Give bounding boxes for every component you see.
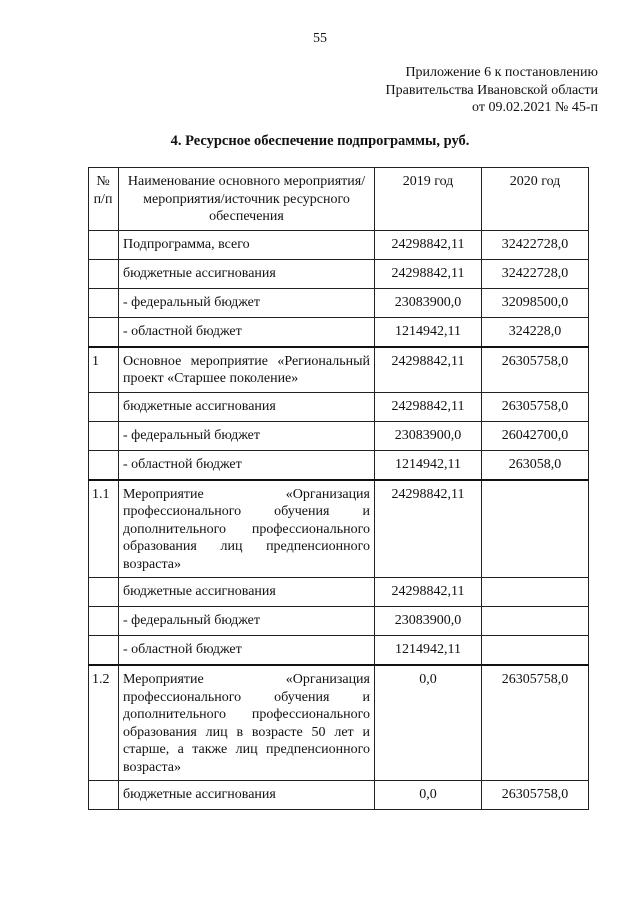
row-name: Мероприятие «Организация профессионального обучения и дополнительного профессионального образования лиц в возрасте 50 лет и старше, а также лиц предпенсионного возраста» — [119, 665, 375, 781]
row-2019: 1214942,11 — [375, 317, 482, 347]
row-2019: 24298842,11 — [375, 578, 482, 607]
row-2019: 23083900,0 — [375, 288, 482, 317]
table-header-row — [89, 168, 589, 231]
table-row — [89, 578, 589, 607]
row-name: бюджетные ассигнования — [119, 392, 375, 421]
row-name: - федеральный бюджет — [119, 288, 375, 317]
row-num — [89, 781, 119, 810]
table-row — [89, 781, 589, 810]
row-2020: 26305758,0 — [482, 781, 589, 810]
row-2019: 23083900,0 — [375, 607, 482, 636]
table-row — [89, 480, 589, 578]
row-num: 1.1 — [89, 480, 119, 578]
row-2020 — [482, 607, 589, 636]
row-num: 1 — [89, 347, 119, 393]
row-name: - областной бюджет — [119, 636, 375, 666]
table-row — [89, 421, 589, 450]
row-2020: 26305758,0 — [482, 665, 589, 781]
appendix-header — [386, 64, 598, 117]
table-row — [89, 230, 589, 259]
row-2020: 32098500,0 — [482, 288, 589, 317]
row-name: бюджетные ассигнования — [119, 259, 375, 288]
row-num — [89, 259, 119, 288]
page-number: 55 — [313, 31, 327, 46]
header-name: Наименование основного мероприятия/мероприятия/источник ресурсного обеспечения — [119, 168, 375, 231]
row-name: - федеральный бюджет — [119, 607, 375, 636]
row-num: 1.2 — [89, 665, 119, 781]
header-num: № п/п — [89, 168, 119, 231]
row-2020 — [482, 480, 589, 578]
row-num — [89, 450, 119, 480]
row-2019: 1214942,11 — [375, 636, 482, 666]
row-2019: 24298842,11 — [375, 347, 482, 393]
table-row — [89, 347, 589, 393]
row-2020: 263058,0 — [482, 450, 589, 480]
table-row — [89, 259, 589, 288]
row-2019: 1214942,11 — [375, 450, 482, 480]
row-num — [89, 288, 119, 317]
table-row — [89, 607, 589, 636]
row-2020 — [482, 578, 589, 607]
table-row — [89, 636, 589, 666]
row-name: бюджетные ассигнования — [119, 578, 375, 607]
row-2019: 0,0 — [375, 781, 482, 810]
row-2020: 26305758,0 — [482, 347, 589, 393]
table-row — [89, 665, 589, 781]
row-name: - областной бюджет — [119, 317, 375, 347]
row-2020: 32422728,0 — [482, 259, 589, 288]
row-2019: 23083900,0 — [375, 421, 482, 450]
row-name: Мероприятие «Организация профессионального обучения и дополнительного профессионального образования лиц предпенсионного возраста» — [119, 480, 375, 578]
row-2019: 24298842,11 — [375, 230, 482, 259]
table-row — [89, 450, 589, 480]
row-name: - федеральный бюджет — [119, 421, 375, 450]
row-name: - областной бюджет — [119, 450, 375, 480]
row-name: Подпрограмма, всего — [119, 230, 375, 259]
row-num — [89, 392, 119, 421]
header-2019: 2019 год — [375, 168, 482, 231]
row-2019: 24298842,11 — [375, 480, 482, 578]
row-name: Основное мероприятие «Региональный проект «Старшее поколение» — [119, 347, 375, 393]
row-num — [89, 230, 119, 259]
table-row — [89, 392, 589, 421]
row-2020: 32422728,0 — [482, 230, 589, 259]
appendix-line: Правительства Ивановской области — [385, 82, 598, 98]
row-num — [89, 421, 119, 450]
appendix-line: Приложение 6 к постановлению — [405, 65, 598, 80]
row-2019: 0,0 — [375, 665, 482, 781]
row-num — [89, 317, 119, 347]
table-row — [89, 288, 589, 317]
resource-table — [88, 167, 589, 810]
appendix-line: от 09.02.2021 № 45-п — [472, 100, 598, 115]
row-2020 — [482, 636, 589, 666]
row-2020: 324228,0 — [482, 317, 589, 347]
row-num — [89, 636, 119, 666]
row-2020: 26305758,0 — [482, 392, 589, 421]
row-2020: 26042700,0 — [482, 421, 589, 450]
row-2019: 24298842,11 — [375, 259, 482, 288]
header-2020: 2020 год — [482, 168, 589, 231]
table-row — [89, 317, 589, 347]
row-name: бюджетные ассигнования — [119, 781, 375, 810]
row-num — [89, 607, 119, 636]
section-title: 4. Ресурсное обеспечение подпрограммы, руб. — [170, 133, 470, 149]
row-2019: 24298842,11 — [375, 392, 482, 421]
row-num — [89, 578, 119, 607]
